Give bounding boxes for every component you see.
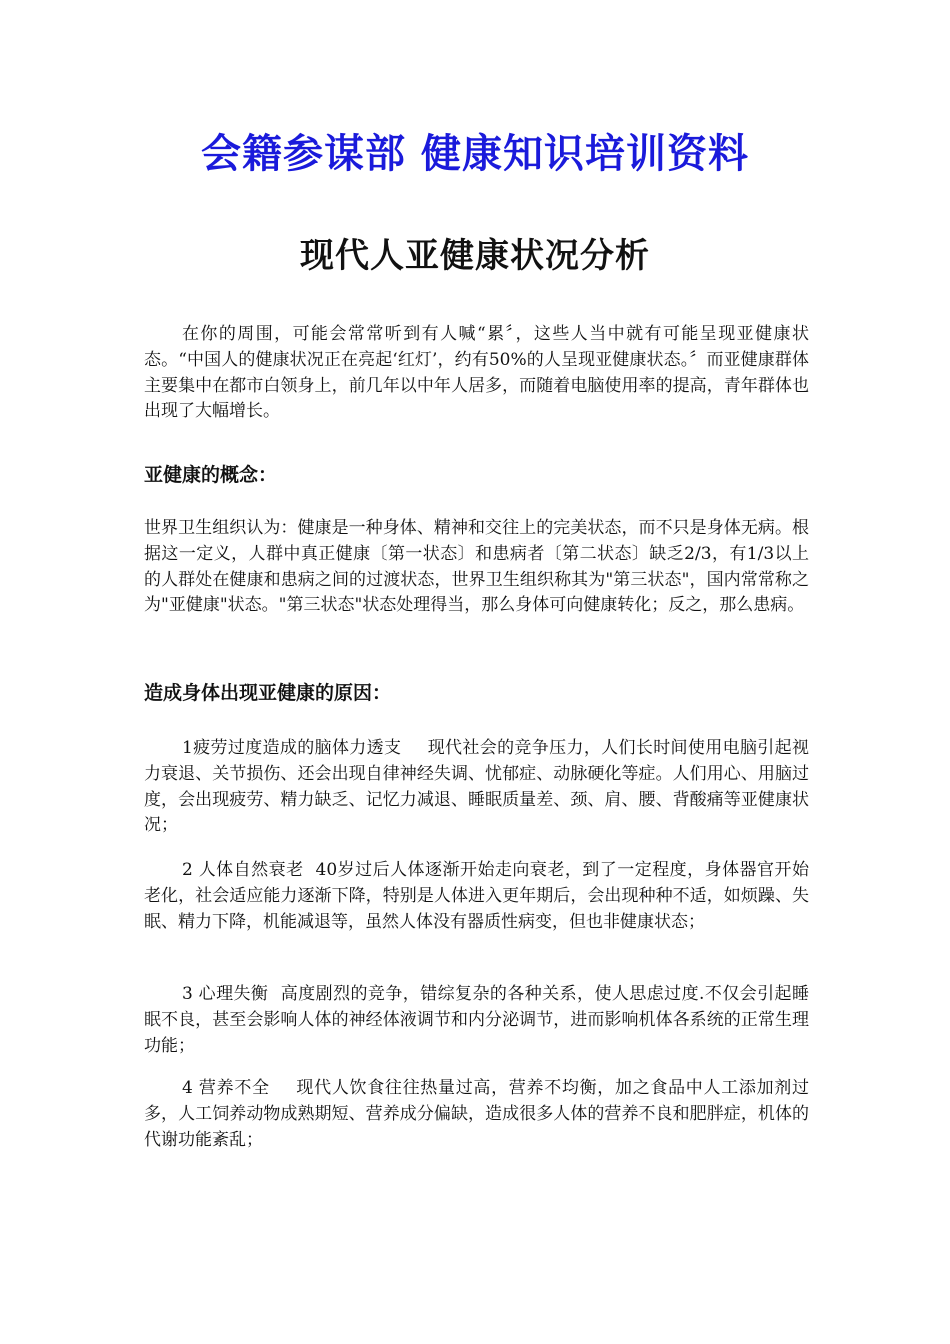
header-title: 会籍参谋部 健康知识培训资料	[201, 131, 749, 177]
concept-heading: 亚健康的概念：	[144, 464, 278, 486]
cause-item-text: 现代社会的竞争压力，人们长时间使用电脑引起视力衰退、关节损伤、还会出现自律神经失调、忧郁症、动脉硬化等症。人们用心、用脑过度，会出现疲劳、精力缺乏、记忆力减退、睡眠质量差、颈、肩、腰、背酸痛等亚健康状况；	[144, 738, 809, 836]
cause-item-text: 现代人饮食往往热量过高，营养不均衡，加之食品中人工添加剂过多，人工饲养动物成熟期短、营养成分偏缺，造成很多人体的营养不良和肥胖症，机体的代谢功能紊乱；	[144, 1078, 809, 1150]
cause-item-label: 3 心理失衡	[182, 984, 269, 1004]
cause-item-text: 40岁过后人体逐渐开始走向衰老，到了一定程度，身体器官开始老化，社会适应能力逐渐下降，特别是人体进入更年期后，会出现种种不适，如烦躁、失眠、精力下降，机能减退等，虽然人体没有器质性病变，但也非健康状态；	[144, 860, 809, 932]
concept-paragraph: 世界卫生组织认为：健康是一种身体、精神和交往上的完美状态，而不只是身体无病。根据这一定义，人群中真正健康〔第一状态〕和患病者〔第二状态〕缺乏2/3，有1/3以上的人群处在健康和患病之间的过渡状态，世界卫生组织称其为"第三状态"，国内常常称之为"亚健康"状态。"第三状态"状态处理得当，那么身体可向健康转化；反之，那么患病。	[144, 518, 809, 616]
cause-item-label: 4 营养不全	[182, 1078, 270, 1098]
cause-item-label: 2 人体自然衰老	[182, 860, 304, 880]
cause-item-2	[144, 858, 809, 935]
cause-item-text: 高度剧烈的竞争，错综复杂的各种关系，使人思虑过度.不仅会引起睡眠不良，甚至会影响人体的神经体液调节和内分泌调节，进而影响机体各系统的正常生理功能；	[144, 984, 809, 1056]
intro-paragraph: 在你的周围，可能会常常听到有人喊“累〞，这些人当中就有可能呈现亚健康状态。“中国人的健康状况正在亮起‘红灯’，约有50%的人呈现亚健康状态。〞而亚健康群体主要集中在都市白领身上，前几年以中年人居多，而随着电脑使用率的提高，青年群体也出现了大幅增长。	[144, 324, 809, 422]
causes-heading: 造成身体出现亚健康的原因：	[144, 682, 392, 704]
document-title: 现代人亚健康状况分析	[300, 236, 650, 276]
cause-item-3	[144, 982, 809, 1059]
cause-item-1	[144, 736, 809, 839]
cause-item-4	[144, 1076, 809, 1153]
cause-item-label: 1疲劳过度造成的脑体力透支	[182, 738, 402, 758]
